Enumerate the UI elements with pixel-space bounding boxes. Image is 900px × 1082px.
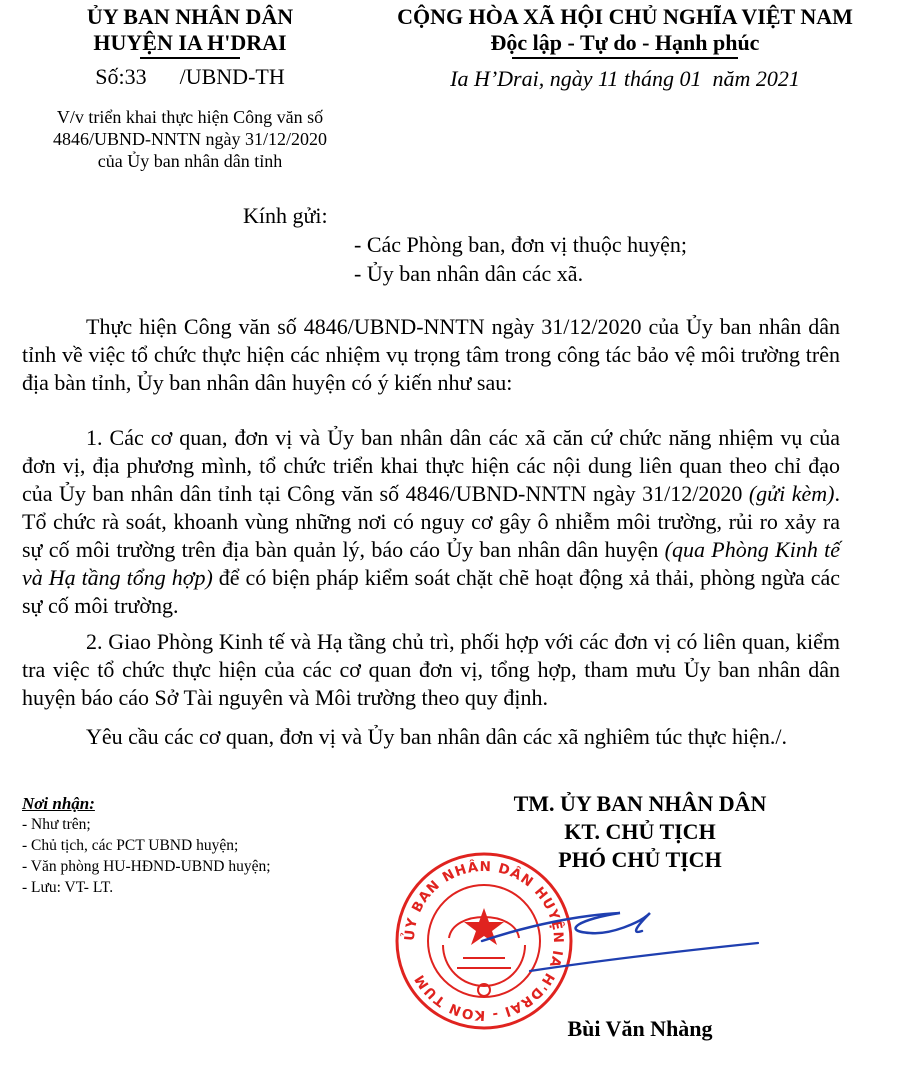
body-paragraph-3: 2. Giao Phòng Kinh tế và Hạ tầng chủ trì, phối hợp với các đơn vị có liên quan, kiểm tra việc tổ chức thực hiện của các cơ quan đơn vị, tổng hợp, tham mưu Ủy ban nhân dân huyện báo cáo Sở Tài nguyên và Môi trường theo quy định. <box>22 629 840 710</box>
cc-item: - Chủ tịch, các PCT UBND huyện; <box>22 837 239 854</box>
national-motto: Độc lập - Tự do - Hạnh phúc <box>490 30 760 55</box>
signature-title-2: KT. CHỦ TỊCH <box>564 819 716 844</box>
cc-item: - Như trên; <box>22 816 91 833</box>
seal-text: ỦY BAN NHÂN DÂN HUYỆN IA H'DRAI - KON TUM <box>401 858 567 1024</box>
paragraph-text: 1. Các cơ quan, đơn vị và Ủy ban nhân dân các xã căn cứ chức năng nhiệm vụ của đơn vị, địa phương mình, tổ chức triển khai thực hiện các nội dung liên quan theo chỉ đạo của Ủy ban nhân dân tỉnh tại Công văn số 4846/UBND-NNTN ngày 31/12/2020 <box>22 425 840 506</box>
cc-item: - Lưu: VT- LT. <box>22 879 114 896</box>
subject-line-2: 4846/UBND-NNTN ngày 31/12/2020 <box>53 129 327 149</box>
paragraph-text-italic: (gửi kèm) <box>748 481 835 506</box>
national-title: CỘNG HÒA XÃ HỘI CHỦ NGHĨA VIỆT NAM <box>397 4 853 29</box>
place-date: Ia H’Drai, ngày 11 tháng 01 năm 2021 <box>450 66 800 91</box>
district-underline <box>140 57 240 59</box>
signer-name: Bùi Văn Nhàng <box>567 1016 713 1041</box>
body-paragraph-4: Yêu cầu các cơ quan, đơn vị và Ủy ban nhân dân các xã nghiêm túc thực hiện./. <box>86 724 788 749</box>
recipient-item: - Các Phòng ban, đơn vị thuộc huyện; <box>354 232 688 257</box>
issuing-district: HUYỆN IA H'DRAI <box>93 30 287 55</box>
document-number: Số:33 /UBND-TH <box>95 64 285 89</box>
signature-title-1: TM. ỦY BAN NHÂN DÂN <box>513 791 767 816</box>
paragraph-text: để có biện pháp kiểm soát chặt chẽ hoạt động xả thải, phòng ngừa các sự cố môi trường. <box>22 565 840 618</box>
cc-label: Nơi nhận: <box>22 794 95 813</box>
handwritten-signature <box>470 895 770 995</box>
motto-underline <box>512 57 738 59</box>
body-paragraph-1: Thực hiện Công văn số 4846/UBND-NNTN ngày 31/12/2020 của Ủy ban nhân dân tỉnh về việc tổ chức thực hiện các nhiệm vụ trọng tâm trong công tác bảo vệ môi trường trên địa bàn tỉnh, Ủy ban nhân dân huyện có ý kiến như sau: <box>22 314 840 395</box>
recipient-item: - Ủy ban nhân dân các xã. <box>354 261 584 286</box>
issuing-authority: ỦY BAN NHÂN DÂN <box>86 4 294 29</box>
paragraph-text-italic: (qua Phòng Kinh tế và Hạ tầng tổng hợp) <box>22 537 840 590</box>
subject-line-3: của Ủy ban nhân dân tỉnh <box>97 151 283 171</box>
cc-item: - Văn phòng HU-HĐND-UBND huyện; <box>22 858 271 875</box>
recipients-label: Kính gửi: <box>243 203 328 228</box>
body-paragraph-2 <box>22 424 840 620</box>
signature-title-3: PHÓ CHỦ TỊCH <box>558 847 722 872</box>
paragraph-text: . Tổ chức rà soát, khoanh vùng những nơi có nguy cơ gây ô nhiễm môi trường, rủi ro xảy ra sự cố môi trường trên địa bàn quản lý, báo cáo Ủy ban nhân dân huyện <box>22 481 840 562</box>
subject-line-1: V/v triển khai thực hiện Công văn số <box>56 107 324 127</box>
